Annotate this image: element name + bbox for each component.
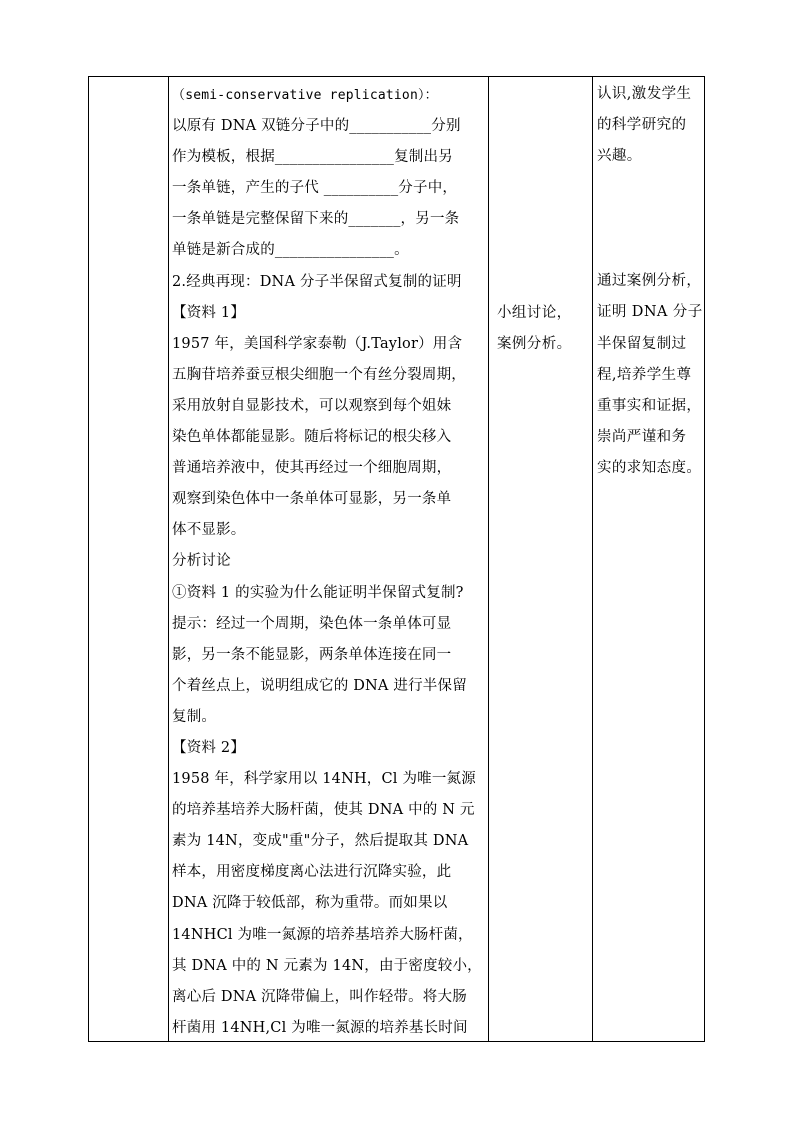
teaching-content-cell — [172, 77, 490, 1044]
content-line: 离心后 DNA 沉降带偏上，叫作轻带。将大肠 — [172, 988, 467, 1005]
material-title: 【资料 1】 — [172, 304, 246, 321]
lesson-table — [88, 76, 705, 1042]
intent-line: 实的求知态度。 — [597, 460, 702, 477]
intent-line: 半保留复制过 — [597, 335, 687, 352]
intent-line: 认识,激发学生 — [597, 86, 692, 102]
intent-line: 程,培养学生尊 — [597, 366, 692, 383]
content-line: 单链是新合成的________________。 — [172, 242, 409, 259]
content-line: 五胸苷培养蚕豆根尖细胞一个有丝分裂周期， — [172, 366, 466, 383]
design-intent-cell — [597, 77, 702, 484]
content-line: 采用放射自显影技术，可以观察到每个姐妹 — [172, 397, 452, 414]
content-line: 作为模板，根据________________复制出另 — [172, 149, 453, 166]
content-line: （semi-conservative replication）： — [172, 88, 438, 103]
content-line: 普通培养液中，使其再经过一个细胞周期， — [172, 460, 452, 477]
content-line: 体不显影。 — [172, 522, 246, 539]
content-line: DNA 沉降于较低部，称为重带。而如果以 — [172, 895, 448, 912]
content-line: 观察到染色体中一条单体可显影，另一条单 — [172, 491, 452, 508]
content-line: 1958 年，科学家用以 14NH，Cl 为唯一氮源 — [172, 771, 476, 788]
discussion-heading: 分析讨论 — [172, 553, 231, 570]
intent-line: 兴趣。 — [597, 148, 642, 165]
content-line: 复制。 — [172, 708, 217, 725]
content-line: 1957 年，美国科学家泰勒（J.Taylor）用含 — [172, 335, 463, 352]
question-line: ①资料 1 的实验为什么能证明半保留式复制? — [172, 584, 464, 601]
content-line: 一条单链是完整保留下来的_______，另一条 — [172, 211, 460, 228]
content-line: 素为 14N，变成"重"分子，然后提取其 DNA — [172, 833, 469, 850]
content-line: 提示：经过一个周期，染色体一条单体可显 — [172, 615, 452, 632]
content-line: 以原有 DNA 双链分子中的___________分别 — [172, 118, 461, 135]
content-line: 一条单链，产生的子代 __________分子中， — [172, 180, 458, 197]
activity-line: 案例分析。 — [497, 336, 572, 353]
intent-line: 的科学研究的 — [597, 117, 687, 134]
content-line: 其 DNA 中的 N 元素为 14N，由于密度较小， — [172, 957, 482, 974]
activity-line: 小组讨论， — [497, 305, 572, 321]
column-divider-3 — [592, 77, 593, 1041]
content-line: 样本，用密度梯度离心法进行沉降实验，此 — [172, 864, 452, 881]
intent-line: 崇尚严谨和务 — [597, 429, 687, 446]
intent-line: 通过案例分析， — [597, 273, 702, 290]
material-title: 【资料 2】 — [172, 739, 246, 756]
section-heading: 2.经典再现：DNA 分子半保留式复制的证明 — [172, 273, 462, 290]
content-line: 染色单体都能显影。随后将标记的根尖移入 — [172, 429, 452, 446]
intent-line: 重事实和证据， — [597, 397, 702, 414]
content-line: 个着丝点上，说明组成它的 DNA 进行半保留 — [172, 677, 467, 694]
content-line: 影，另一条不能显影，两条单体连接在同一 — [172, 646, 452, 663]
student-activity-cell — [497, 77, 589, 360]
content-line: 14NHCl 为唯一氮源的培养基培养大肠杆菌， — [172, 926, 473, 943]
content-line: 杆菌用 14NH,Cl 为唯一氮源的培养基长时间 — [172, 1019, 468, 1036]
column-divider-1 — [168, 77, 169, 1041]
content-line: 的培养基培养大肠杆菌，使其 DNA 中的 N 元 — [172, 802, 475, 819]
intent-line: 证明 DNA 分子 — [597, 304, 703, 321]
